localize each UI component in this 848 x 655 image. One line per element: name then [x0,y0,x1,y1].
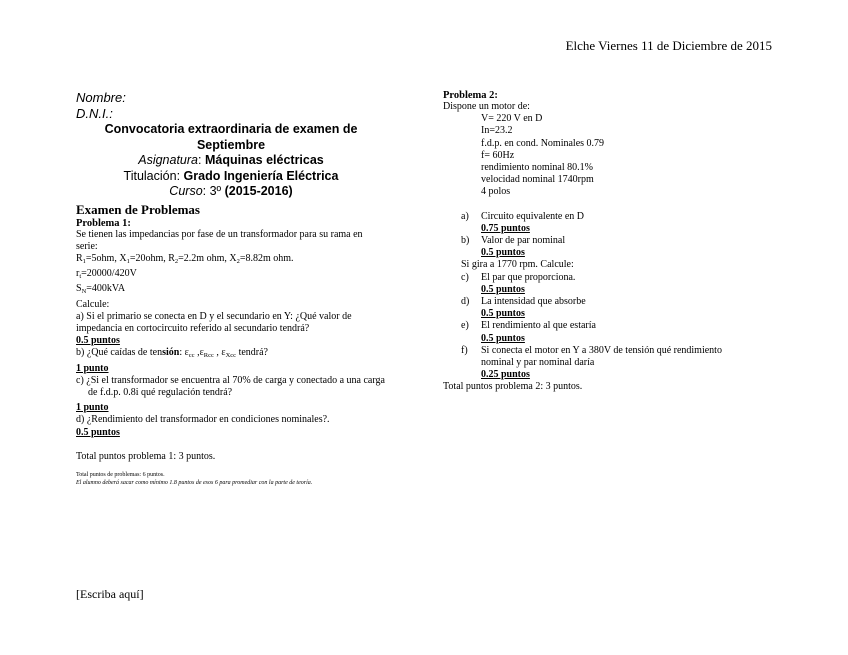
r1-symbol: R [76,252,83,264]
item-b-label: b) [461,235,470,247]
r1-sub: 1 [82,257,86,265]
item-b-text: Valor de par nominal [481,235,566,247]
item-f-text: Si conecta el motor en Y a 380V de tensión qué rendimiento nominal y par nominal daría [481,344,722,369]
convocatoria-title: Convocatoria extraordinaria de examen de Septiembre [104,122,358,152]
item-c-text: El par que proporciona. [481,271,576,283]
problem1-points-a: 0.5 puntos [76,335,120,347]
exam-title: Examen de Problemas [76,201,200,217]
b-post: tendrá? [236,347,268,359]
curso-value: : 3º [202,184,222,198]
b-c2: , ε [213,347,226,359]
problem1-question-c: c) ¿Si el transformador se encuentra al 70% de carga y conectado a una carga de f.d.p. 0.8i qué regulación tendrá? [76,374,385,398]
problem1-question-b [76,347,386,362]
x1-sub: 1 [126,257,130,265]
spec-current: In=23.2 [481,125,513,137]
titulacion-label: Titulación: [123,168,181,183]
item-e-label: e) [461,320,469,332]
rt-sub: t [79,273,82,281]
problem2-points-e: 0.5 puntos [481,332,525,344]
item-a-text: Circuito equivalente en D [481,210,585,222]
b-pre: b) ¿Qué caídas de ten [76,347,163,359]
problem2-item-c [443,272,773,284]
right-column [443,90,773,394]
r2-value: =2.2m ohm, X [178,252,237,264]
problem1-title: Problema 1: [76,217,131,229]
b-mid: : ε [179,347,189,359]
asignatura-label: Asignatura [138,153,198,167]
problem2-item-e [443,320,773,332]
item-f-label: f) [461,344,468,356]
problem2-intro: Dispone un motor de: [443,101,530,112]
problem1-ratio [76,268,386,283]
problem2-total: Total puntos problema 2: 3 puntos. [443,381,583,393]
item-a-label: a) [461,210,469,222]
problem2-gira: Si gira a 1770 rpm. Calcule: [461,259,574,271]
spec-frequency: f= 60Hz [481,149,515,161]
curso-years: (2015-2016) [224,184,293,198]
b-bold: sión [162,347,180,359]
titulacion-line [76,169,386,185]
sn-sub: N [81,288,87,296]
sn-value: =400kVA [86,283,126,295]
problem2-points-a: 0.75 puntos [481,222,530,234]
problem2-points-c: 0.5 puntos [481,283,525,295]
problem1-points-c: 1 punto [76,402,109,414]
spec-voltage: V= 220 V en D [481,113,543,125]
item-e-text: El rendimiento al que estaría [481,320,596,332]
problem1-calcule: Calcule: [76,298,110,310]
problem2-points-f: 0.25 puntos [481,369,530,381]
sn-symbol: S [76,283,82,295]
item-c-label: c) [461,271,469,283]
problem1-question-a: a) Si el primario se conecta en D y el secundario en Y: ¿Qué valor de impedancia en cortocircuito referido al secundario tendrá? [76,310,352,334]
problem1-question-d: d) ¿Rendimiento del transformador en condiciones nominales?. [76,414,330,426]
r2-sub: 2 [174,257,179,265]
spec-speed: velocidad nominal 1740rpm [481,174,594,186]
titulacion-value: Grado Ingeniería Eléctrica [183,168,339,183]
item-d-label: d) [461,296,470,308]
date-line: Elche Viernes 11 de Diciembre de 2015 [565,38,772,53]
problem1-points-b: 1 punto [76,362,109,374]
item-d-text: La intensidad que absorbe [481,296,586,308]
x1-value: =20ohm, R [129,252,175,264]
spec-poles: 4 polos [481,186,511,198]
rt-symbol: r [76,268,80,280]
asignatura-line: Asignatura: Máquinas eléctricas [138,153,324,167]
total-note: Total puntos de problemas: 6 puntos. [76,471,165,478]
problem2-item-d [443,296,773,308]
curso-line [76,184,386,200]
rt-value: =20000/420V [81,268,137,280]
asignatura-value: Máquinas eléctricas [204,153,324,167]
b-sub-xcc: Xcc [225,352,237,360]
problem1-intro: Se tienen las impedancias por fase de un transformador para su rama en serie: [76,228,363,252]
footer-placeholder[interactable]: [Escriba aquí] [76,587,144,601]
problem1-total: Total puntos problema 1: 3 puntos. [76,450,216,462]
problem2-title: Problema 2: [443,90,498,101]
b-sub-cc: cc [188,352,195,360]
b-sub-rcc: Rcc [203,352,214,360]
spec-efficiency: rendimiento nominal 80.1% [481,162,593,174]
problem2-points-d: 0.5 puntos [481,308,525,320]
minimum-note: El alumno deberá sacar como mínimo 1.8 puntos de esos 6 para promediar con la parte de teoría. [76,479,313,486]
problem2-item-a [443,211,773,223]
left-column [76,90,386,487]
spec-power-factor: f.d.p. en cond. Nominales 0.79 [481,137,605,149]
problem2-points-b: 0.5 puntos [481,247,525,259]
x2-sub: 2 [236,257,240,265]
curso-label: Curso [169,184,203,198]
problem1-points-d: 0.5 puntos [76,426,120,438]
problem2-item-b [443,235,773,247]
r1-value: =5ohm, X [85,252,127,264]
x2-value: =8.82m ohm. [239,252,294,264]
problem1-impedances [76,253,386,268]
b-c1: ,ε [194,347,204,359]
nombre-label: Nombre: [76,90,126,105]
problem1-power [76,283,386,298]
problem2-item-f [443,345,773,369]
dni-label: D.N.I.: [76,106,113,121]
